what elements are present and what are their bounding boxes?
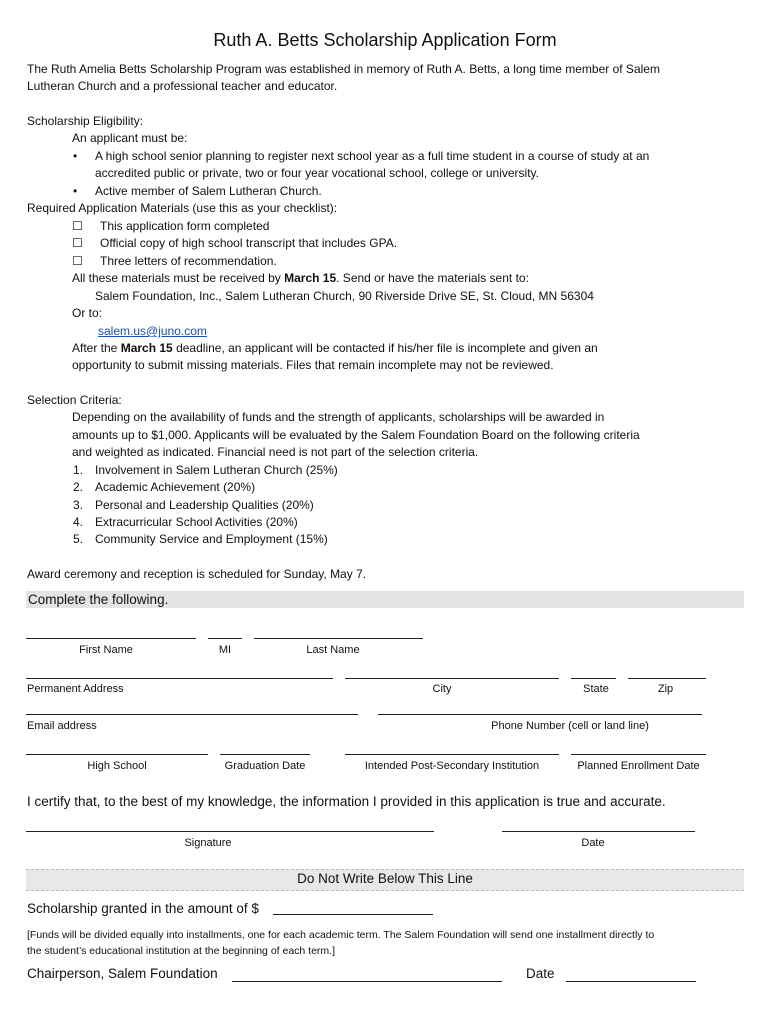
zip-label: Zip <box>657 683 674 695</box>
checkbox-icon[interactable]: ☐ <box>72 219 83 233</box>
checklist-item-1-label: This application form completed <box>100 219 270 233</box>
criteria-item <box>73 462 338 480</box>
installments-line-1: [Funds will be divided equally into installments, one for each academic term. The Salem Foundation will send one installment directly to <box>27 929 655 941</box>
installments-line-2: the student’s educational institution at the beginning of each term.] <box>27 945 336 957</box>
mi-label: MI <box>218 644 232 656</box>
certify-date-label: Date <box>581 837 605 849</box>
or-to-label: Or to: <box>72 306 103 320</box>
eligibility-bullet-2 <box>73 183 322 201</box>
high-school-label: High School <box>87 760 147 772</box>
eligibility-bullet-1-line-1: A high school senior planning to register next school year as a full time student in a course of study at an <box>95 149 650 163</box>
criteria-text: Involvement in Salem Lutheran Church (25%) <box>95 463 338 477</box>
institution-field[interactable] <box>345 754 559 755</box>
granted-label-text: Scholarship granted in the amount of <box>27 901 248 916</box>
certify-statement: I certify that, to the best of my knowledge, the information I provided in this application is true and accurate. <box>27 794 666 809</box>
signature-field[interactable] <box>26 831 434 832</box>
chair-date-field[interactable] <box>566 981 696 982</box>
materials-heading: Required Application Materials (use this as your checklist): <box>27 201 338 215</box>
last-name-label: Last Name <box>306 644 360 656</box>
criteria-number: 3. <box>73 498 84 512</box>
criteria-text: Community Service and Employment (15%) <box>95 532 328 546</box>
eligibility-bullet-1 <box>73 148 650 166</box>
granted-label <box>27 901 259 916</box>
criteria-item <box>73 531 328 549</box>
institution-label: Intended Post-Secondary Institution <box>364 760 540 772</box>
first-name-label: First Name <box>79 644 133 656</box>
do-not-write-heading: Do Not Write Below This Line <box>297 871 473 886</box>
criteria-text: Personal and Leadership Qualities (20%) <box>95 498 314 512</box>
criteria-number: 1. <box>73 463 84 477</box>
selection-text-3: and weighted as indicated. Financial need is not part of the selection criteria. <box>72 445 479 459</box>
eligibility-bullet-2-text: Active member of Salem Lutheran Church. <box>95 184 322 198</box>
deadline-date: March 15 <box>284 271 337 285</box>
award-note: Award ceremony and reception is scheduled for Sunday, May 7. <box>27 567 367 581</box>
chairperson-signature-field[interactable] <box>232 981 502 982</box>
graduation-date-field[interactable] <box>220 754 310 755</box>
intro-line-1: The Ruth Amelia Betts Scholarship Program was established in memory of Ruth A. Betts, a long time member of Salem <box>27 62 660 76</box>
installments-note <box>27 927 654 959</box>
checklist-item-2[interactable] <box>72 235 398 253</box>
address-field[interactable] <box>26 678 333 679</box>
checklist-item-3-label: Three letters of recommendation. <box>100 254 277 268</box>
checklist-item-2-label: Official copy of high school transcript that includes GPA. <box>100 236 398 250</box>
checklist-item-1[interactable] <box>72 218 270 236</box>
criteria-item <box>73 497 314 515</box>
eligibility-heading: Scholarship Eligibility: <box>27 114 144 128</box>
criteria-item <box>73 514 298 532</box>
bullet-icon: • <box>73 149 78 163</box>
address-label: Permanent Address <box>27 683 124 695</box>
currency-symbol: $ <box>251 901 259 916</box>
intro-line-2: Lutheran Church and a professional teacher and educator. <box>27 79 338 93</box>
granted-amount-field[interactable] <box>273 914 433 915</box>
zip-field[interactable] <box>628 678 706 679</box>
after-deadline-line-2: opportunity to submit missing materials. Files that remain incomplete may not be reviewed. <box>72 358 554 372</box>
phone-field[interactable] <box>378 714 702 715</box>
checkbox-icon[interactable]: ☐ <box>72 254 83 268</box>
last-name-field[interactable] <box>254 638 423 639</box>
graduation-date-label: Graduation Date <box>224 760 306 772</box>
state-label: State <box>583 683 609 695</box>
deadline-post: . Send or have the materials sent to: <box>336 271 529 285</box>
email-address-label: Email address <box>27 720 97 732</box>
checkbox-icon[interactable]: ☐ <box>72 236 83 250</box>
enrollment-date-field[interactable] <box>571 754 706 755</box>
bullet-icon: • <box>73 184 78 198</box>
first-name-field[interactable] <box>26 638 196 639</box>
email-address-field[interactable] <box>26 714 358 715</box>
criteria-number: 5. <box>73 532 84 546</box>
criteria-text: Extracurricular School Activities (20%) <box>95 515 298 529</box>
criteria-number: 4. <box>73 515 84 529</box>
state-field[interactable] <box>571 678 616 679</box>
deadline-pre: All these materials must be received by <box>72 271 281 285</box>
selection-text-2: amounts up to $1,000. Applicants will be evaluated by the Salem Foundation Board on the following criteria <box>72 428 640 442</box>
certify-date-field[interactable] <box>502 831 695 832</box>
after-deadline-line-1 <box>72 340 598 358</box>
chair-date-label: Date <box>526 966 555 981</box>
city-label: City <box>432 683 452 695</box>
after-pre: After the <box>72 341 118 355</box>
chairperson-label: Chairperson, Salem Foundation <box>27 966 218 981</box>
email-link[interactable]: salem.us@juno.com <box>98 324 207 338</box>
city-field[interactable] <box>345 678 559 679</box>
eligibility-lead: An applicant must be: <box>72 131 188 145</box>
deadline-line <box>72 270 529 288</box>
enrollment-date-label: Planned Enrollment Date <box>577 760 700 772</box>
complete-heading: Complete the following. <box>28 592 169 607</box>
checklist-item-3[interactable] <box>72 253 277 271</box>
after-date: March 15 <box>120 341 173 355</box>
mi-field[interactable] <box>208 638 242 639</box>
signature-label: Signature <box>184 837 232 849</box>
selection-heading: Selection Criteria: <box>27 393 122 407</box>
phone-label: Phone Number (cell or land line) <box>491 720 649 732</box>
high-school-field[interactable] <box>26 754 208 755</box>
criteria-item <box>73 479 256 497</box>
criteria-number: 2. <box>73 480 84 494</box>
page-title: Ruth A. Betts Scholarship Application Form <box>213 30 557 50</box>
selection-text-1: Depending on the availability of funds and the strength of applicants, scholarships will be awarded in <box>72 410 605 424</box>
eligibility-bullet-1-line-2: accredited public or private, two or four year vocational school, college or university. <box>95 166 539 180</box>
after-post: deadline, an applicant will be contacted if his/her file is incomplete and given an <box>176 341 598 355</box>
criteria-text: Academic Achievement (20%) <box>95 480 256 494</box>
mailing-address: Salem Foundation, Inc., Salem Lutheran Church, 90 Riverside Drive SE, St. Cloud, MN 56304 <box>95 289 594 303</box>
